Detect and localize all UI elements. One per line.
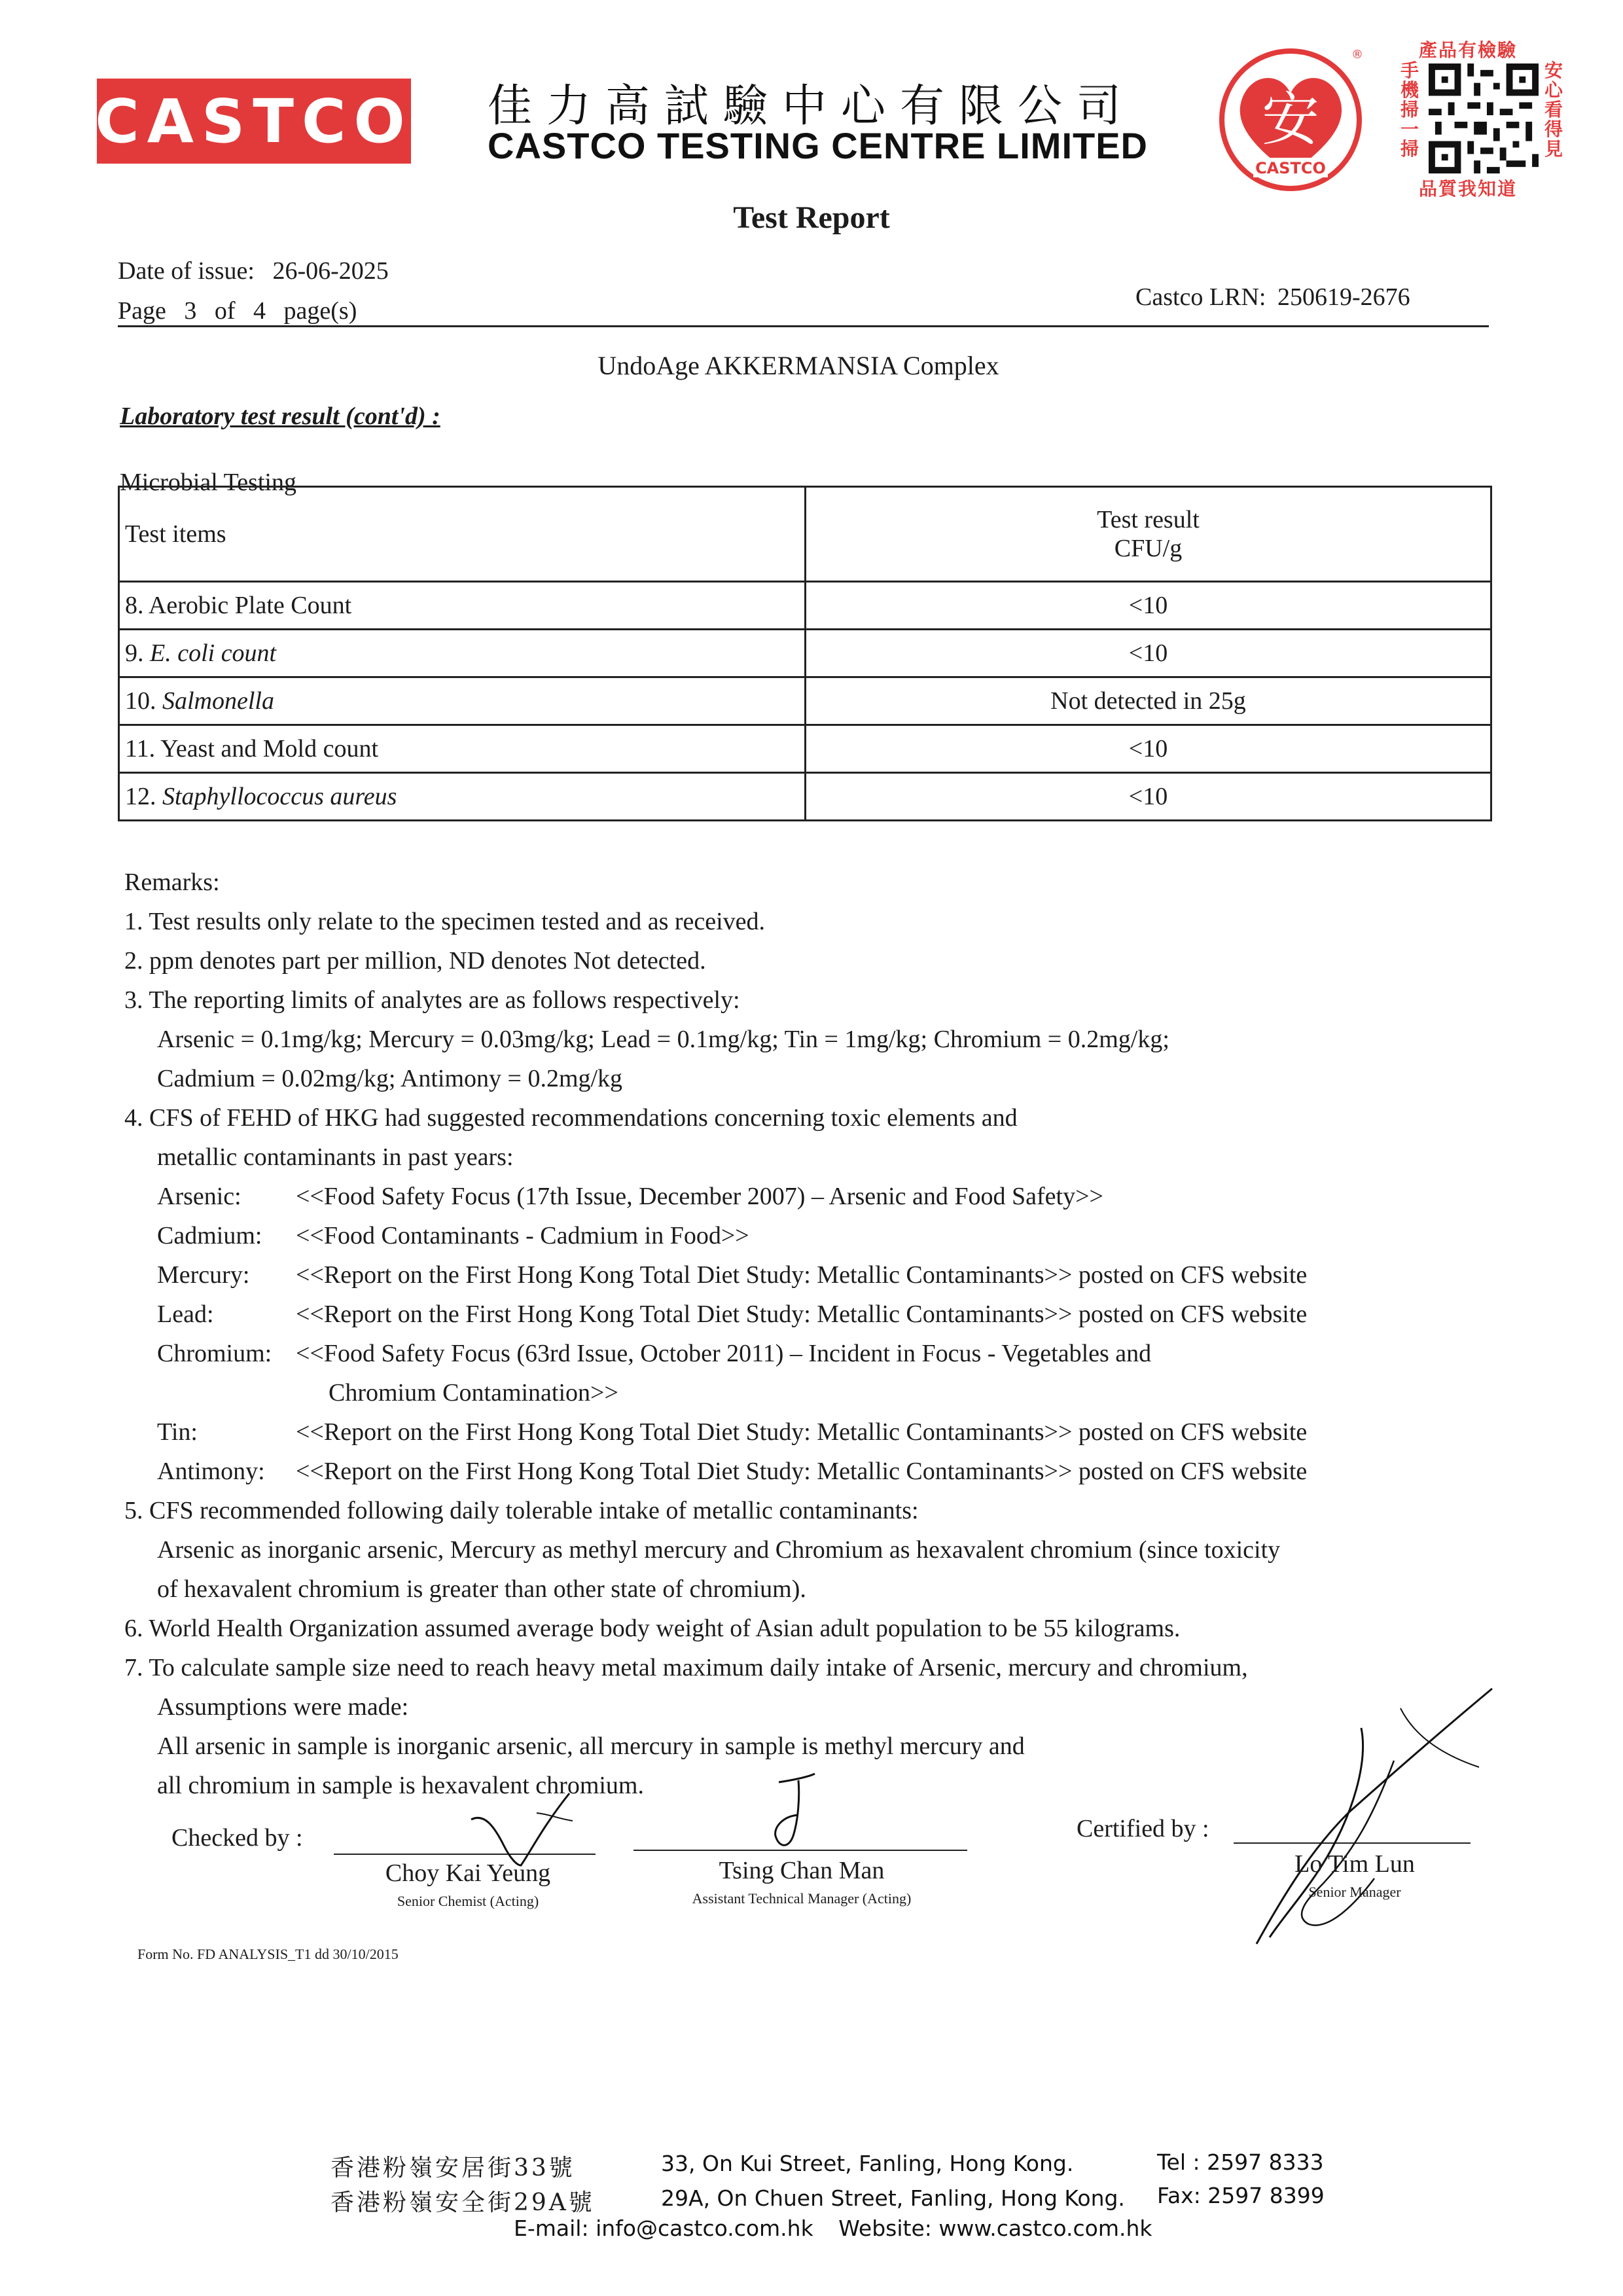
- section-title: Laboratory test result (cont'd) :: [120, 403, 440, 430]
- checked-by-label: Checked by :: [171, 1824, 303, 1852]
- castco-logo: [97, 79, 411, 164]
- reference-label: Lead:: [157, 1300, 214, 1328]
- test-item: 10. Salmonella: [119, 677, 806, 725]
- header-result-unit: CFU/g: [1114, 535, 1183, 562]
- header-test-result: [806, 487, 1491, 582]
- logo-text: CASTCO: [95, 86, 413, 156]
- footer-address-en-1: 33, On Kui Street, Fanling, Hong Kong.: [661, 2151, 1074, 2176]
- reference-row: [124, 1255, 1486, 1295]
- test-item: 11. Yeast and Mold count: [119, 725, 806, 773]
- reference-row: [124, 1177, 1486, 1216]
- reference-text: <<Food Safety Focus (17th Issue, December 2007) – Arsenic and Food Safety>>: [296, 1183, 1103, 1210]
- remark-7-line2: All arsenic in sample is inorganic arsenic, all mercury in sample is methyl mercury and: [157, 1732, 1025, 1760]
- test-item: 12. Staphyllococcus aureus: [119, 773, 806, 821]
- qr-code-panel: [1400, 36, 1571, 206]
- header-divider: [118, 325, 1489, 327]
- remark-7: 7. To calculate sample size need to reach heavy metal maximum daily intake of Arsenic, mercury and chromium,: [124, 1654, 1248, 1681]
- company-name-chinese: 佳力高試驗中心有限公司: [488, 81, 1136, 132]
- reference-row: [124, 1412, 1486, 1452]
- company-name-english: CASTCO TESTING CENTRE LIMITED: [488, 125, 1148, 166]
- table-row: [119, 582, 1491, 630]
- table-row: [119, 773, 1491, 821]
- certified-by-label: Certified by :: [1077, 1815, 1209, 1842]
- signatory-2: [654, 1856, 949, 1907]
- table-row: [119, 630, 1491, 677]
- remark-6: 6. World Health Organization assumed average body weight of Asian adult population to be 55 kilograms.: [124, 1615, 1181, 1642]
- signatory-3-name: Lo Tim Lun: [1294, 1850, 1415, 1878]
- remark-3-limits-line2: Cadmium = 0.02mg/kg; Antimony = 0.2mg/kg: [157, 1065, 623, 1092]
- remark-4: 4. CFS of FEHD of HKG had suggested recommendations concerning toxic elements and: [124, 1104, 1018, 1132]
- qr-code-icon: [1428, 63, 1539, 173]
- page-of: of: [214, 297, 236, 325]
- header-test-items: Test items: [119, 487, 806, 582]
- signatory-3-title: Senior Manager: [1308, 1884, 1401, 1900]
- reference-text: <<Report on the First Hong Kong Total Diet Study: Metallic Contaminants>> posted on CFS website: [296, 1300, 1308, 1328]
- signatory-3: [1247, 1850, 1463, 1901]
- test-result: <10: [806, 773, 1491, 821]
- footer-address-cn-2: 香港粉嶺安全街29A號: [330, 2189, 595, 2216]
- reference-label: Chromium:: [157, 1340, 272, 1367]
- qr-caption-right: 安心看得見: [1544, 60, 1563, 160]
- reference-row: [124, 1452, 1486, 1491]
- remark-5-line2: of hexavalent chromium is greater than other state of chromium).: [157, 1575, 806, 1603]
- remarks-section: [124, 863, 1486, 1805]
- table-caption: Microbial Testing: [120, 469, 296, 496]
- remark-2: 2. ppm denotes part per million, ND denotes Not detected.: [124, 947, 706, 975]
- product-name: UndoAge AKKERMANSIA Complex: [597, 351, 999, 380]
- seal-character: 安: [1261, 86, 1320, 153]
- signatory-2-title: Assistant Technical Manager (Acting): [692, 1890, 912, 1907]
- reference-text: <<Food Safety Focus (63rd Issue, October 2011) – Incident in Focus - Vegetables and: [296, 1340, 1152, 1367]
- reference-row: [124, 1334, 1486, 1373]
- reference-label: Tin:: [157, 1418, 198, 1446]
- signature-lo-icon: [1243, 1682, 1505, 1957]
- reference-label: Cadmium:: [157, 1222, 262, 1249]
- table-row: [119, 677, 1491, 725]
- footer-address-cn-1: 香港粉嶺安居街33號: [330, 2155, 575, 2181]
- remark-1: 1. Test results only relate to the specimen tested and as received.: [124, 908, 766, 935]
- footer-tel: Tel : 2597 8333: [1157, 2149, 1324, 2175]
- test-result: <10: [806, 582, 1491, 630]
- date-of-issue: [118, 257, 389, 285]
- remark-3-limits-line1: Arsenic = 0.1mg/kg; Mercury = 0.03mg/kg; Lead = 0.1mg/kg; Tin = 1mg/kg; Chromium = 0.2mg/kg;: [157, 1026, 1169, 1053]
- remarks-heading: Remarks:: [124, 869, 220, 896]
- signatory-2-name: Tsing Chan Man: [719, 1857, 885, 1884]
- reference-text: <<Report on the First Hong Kong Total Diet Study: Metallic Contaminants>> posted on CFS website: [296, 1418, 1308, 1446]
- microbial-results-table: [118, 486, 1492, 821]
- signatory-1-name: Choy Kai Yeung: [385, 1859, 551, 1887]
- signature-tsing-icon: [753, 1770, 831, 1862]
- lrn-label: Castco LRN:: [1135, 283, 1266, 311]
- qr-caption-bottom: 品質我知道: [1419, 178, 1518, 200]
- remark-5: 5. CFS recommended following daily tolerable intake of metallic contaminants:: [124, 1497, 919, 1524]
- castco-seal-logo: [1217, 43, 1368, 193]
- remark-4-cont: metallic contaminants in past years:: [157, 1143, 514, 1171]
- page-indicator: [118, 296, 357, 325]
- seal-label: CASTCO: [1255, 159, 1326, 177]
- castco-lrn: [1135, 283, 1410, 312]
- page-number: 3: [184, 297, 197, 325]
- test-item: 8. Aerobic Plate Count: [119, 582, 806, 630]
- test-result: <10: [806, 725, 1491, 773]
- reference-label: Mercury:: [157, 1261, 250, 1289]
- footer-fax: Fax: 2597 8399: [1157, 2183, 1325, 2208]
- footer-website-link[interactable]: Website: www.castco.com.hk: [838, 2215, 1152, 2241]
- remark-7-line3: all chromium in sample is hexavalent chromium.: [157, 1772, 644, 1799]
- reference-text: <<Report on the First Hong Kong Total Diet Study: Metallic Contaminants>> posted on CFS website: [296, 1458, 1308, 1485]
- footer-email-link[interactable]: E-mail: info@castco.com.hk: [514, 2215, 813, 2241]
- table-row: [119, 725, 1491, 773]
- remark-7-line1: Assumptions were made:: [157, 1693, 409, 1721]
- date-label: Date of issue:: [118, 257, 255, 285]
- reference-label: Antimony:: [157, 1458, 265, 1485]
- reference-row: [124, 1295, 1486, 1334]
- footer-address-en-2: 29A, On Chuen Street, Fanling, Hong Kong.: [661, 2185, 1125, 2211]
- reference-text: <<Report on the First Hong Kong Total Diet Study: Metallic Contaminants>> posted on CFS website: [296, 1261, 1308, 1289]
- reference-row: [124, 1216, 1486, 1255]
- reference-text: <<Food Contaminants - Cadmium in Food>>: [296, 1222, 749, 1249]
- page-total: 4: [253, 297, 266, 325]
- test-result: <10: [806, 630, 1491, 677]
- form-number: Form No. FD ANALYSIS_T1 dd 30/10/2015: [137, 1946, 399, 1962]
- lrn-value: 250619-2676: [1277, 283, 1410, 311]
- date-value: 26-06-2025: [272, 257, 389, 285]
- remark-3: 3. The reporting limits of analytes are as follows respectively:: [124, 986, 740, 1014]
- heart-seal-icon: [1217, 43, 1368, 193]
- seal-registered-mark: ®: [1351, 48, 1363, 62]
- remark-5-line1: Arsenic as inorganic arsenic, Mercury as methyl mercury and Chromium as hexavalent chromium (since toxicity: [157, 1536, 1281, 1564]
- page-label: Page: [118, 297, 166, 325]
- page-suffix: page(s): [283, 297, 357, 325]
- qr-caption-left: 手機掃一掃: [1400, 60, 1419, 160]
- reference-label: Arsenic:: [157, 1183, 241, 1210]
- header-result-label: Test result: [1097, 506, 1200, 533]
- test-result: Not detected in 25g: [806, 677, 1491, 725]
- table-header-row: [119, 487, 1491, 582]
- qr-caption-top: 產品有檢驗: [1419, 39, 1518, 61]
- signatory-1-title: Senior Chemist (Acting): [397, 1893, 539, 1909]
- footer-contact: [514, 2215, 1152, 2241]
- test-item: 9. E. coli count: [119, 630, 806, 677]
- reference-text-cont: Chromium Contamination>>: [329, 1379, 618, 1407]
- report-title: Test Report: [733, 200, 890, 235]
- signatory-1: [347, 1859, 589, 1910]
